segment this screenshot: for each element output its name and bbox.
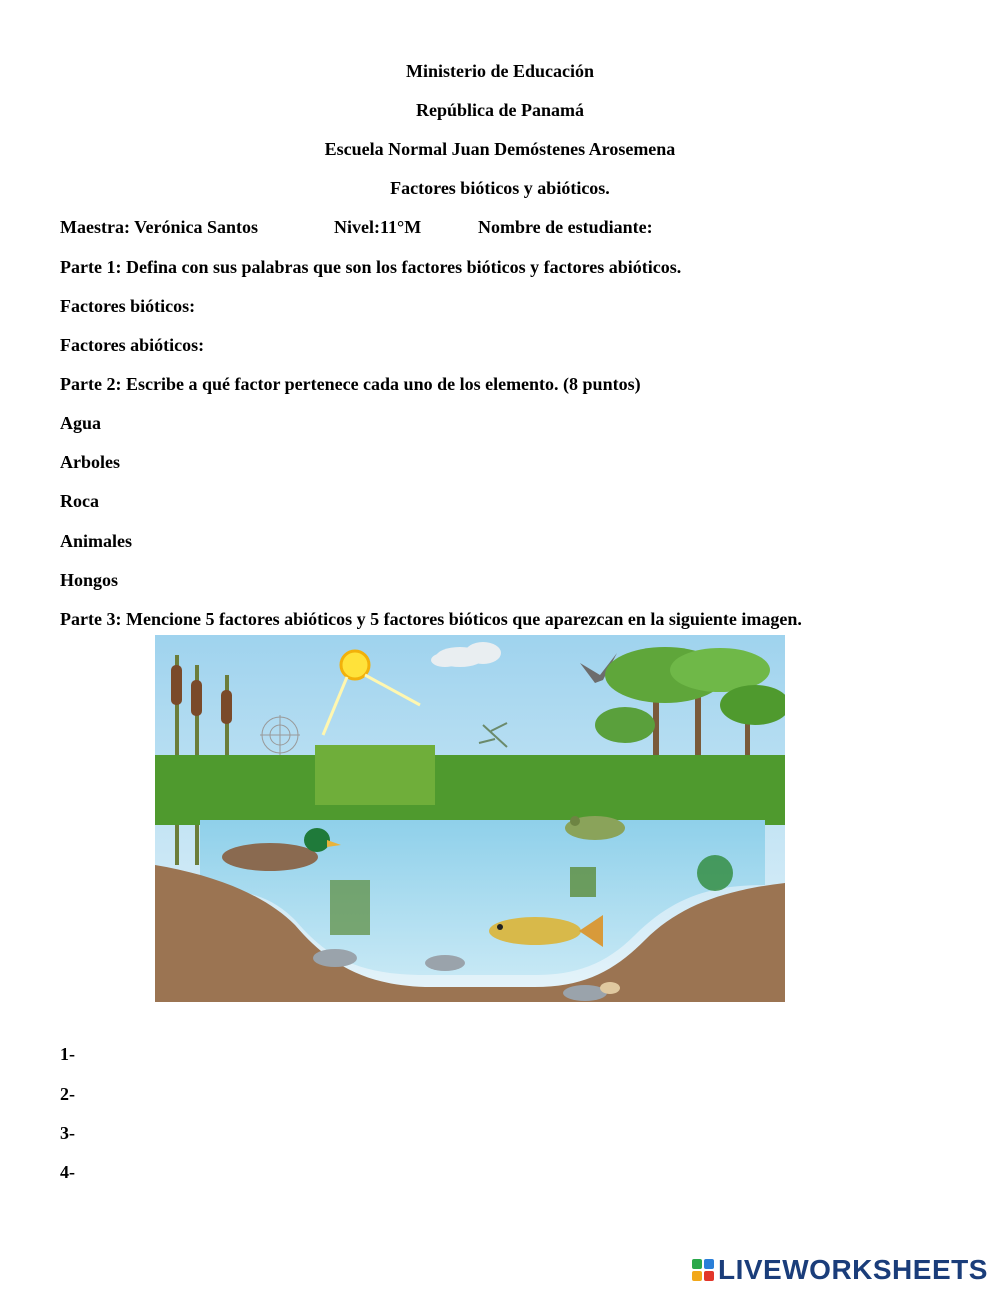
answer-line: 2- [60, 1084, 75, 1104]
frog-icon [565, 816, 625, 840]
level-label: Nivel:11°M [334, 217, 422, 237]
ministry-heading: Ministerio de Educación [406, 61, 594, 81]
part2-item: Roca [60, 491, 99, 511]
school-heading: Escuela Normal Juan Demóstenes Arosemena [324, 139, 676, 159]
country-heading: República de Panamá [415, 100, 584, 120]
part2-prompt: Parte 2: Escribe a qué factor pertenece cada uno de los elemento. (8 puntos) [60, 374, 641, 394]
biotic-definition-label: Factores bióticos: [60, 296, 196, 316]
abiotic-definition-label: Factores abióticos: [60, 335, 205, 355]
student-name-label: Nombre de estudiante: [478, 217, 653, 237]
part1-prompt: Parte 1: Defina con sus palabras que son los factores bióticos y factores abióticos. [60, 257, 682, 277]
logo-text: LIVEWORKSHEETS [718, 1254, 988, 1285]
worksheet-title: Factores bióticos y abióticos. [390, 178, 610, 198]
shore-grass [155, 755, 785, 825]
reeds [315, 745, 435, 805]
part2-item: Hongos [60, 570, 119, 590]
answer-line: 4- [60, 1162, 75, 1182]
part2-item: Agua [60, 413, 102, 433]
answer-line: 1- [60, 1044, 75, 1064]
pond-ecosystem-illustration [155, 635, 785, 1002]
part3-prompt: Parte 3: Mencione 5 factores abióticos y 5 factores bióticos que aparezcan en la siguiente imagen. [60, 609, 802, 629]
liveworksheets-logo[interactable] [692, 1255, 988, 1285]
part2-item: Arboles [60, 452, 120, 472]
teacher-label: Maestra: Verónica Santos [60, 217, 258, 237]
logo-grid-icon [692, 1259, 714, 1281]
answer-line: 3- [60, 1123, 75, 1143]
part2-item: Animales [60, 531, 132, 551]
